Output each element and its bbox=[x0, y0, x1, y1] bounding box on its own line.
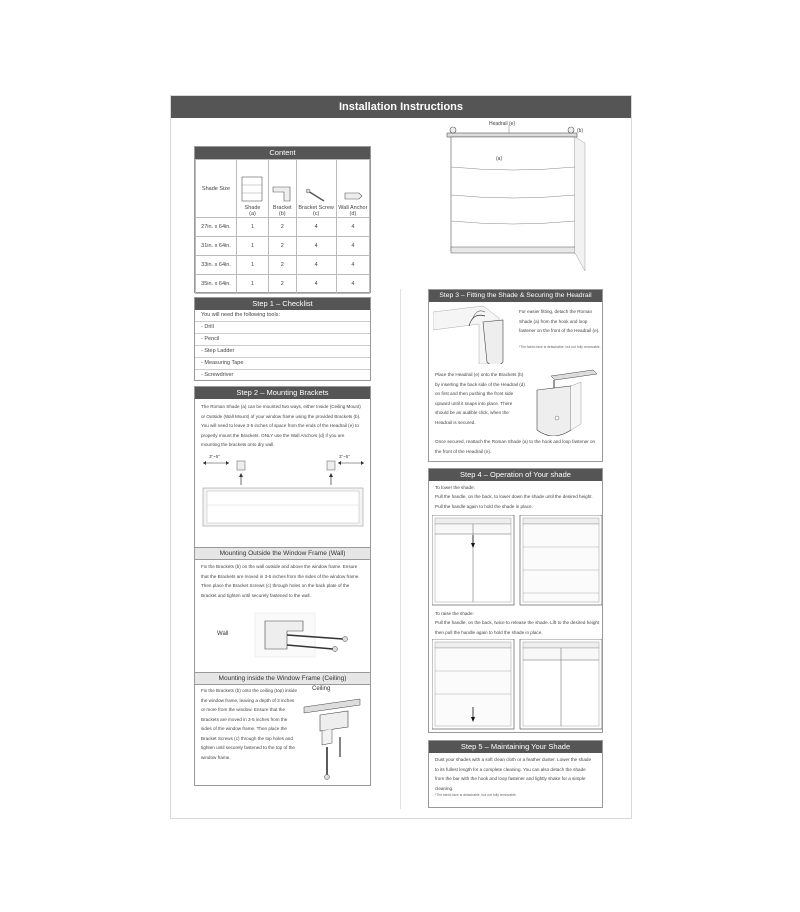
wall-label: Wall bbox=[217, 631, 229, 637]
shade-overview-diagram bbox=[429, 121, 589, 291]
content-header: Content bbox=[195, 147, 370, 159]
step4-box bbox=[428, 468, 603, 733]
step2-text: The Roman Shade (a) can be mounted two ways, either Inside (Ceiling Mount) or Outside (Wall Mount) of your window frame using the provided Brackets (b). You will need to leave 3-5 inches of space from the ends of the Headrail (e) to properly mount the Brackets. ONLY use the Wall Anchors (d) if you are mounting the brackets onto dry wall. bbox=[201, 404, 361, 447]
size-column-header: Shade Size bbox=[196, 160, 237, 218]
checklist-item: - Drill bbox=[195, 322, 370, 334]
checklist-item: - Step Ladder bbox=[195, 346, 370, 358]
step5-header: Step 5 – Maintaining Your Shade bbox=[429, 741, 602, 753]
lower-shade-diagram bbox=[432, 515, 602, 607]
step2-header: Step 2 – Mounting Brackets bbox=[195, 387, 370, 399]
checklist-item: - Screwdriver bbox=[201, 372, 234, 378]
anchor-column-header: Wall Anchor (d) bbox=[336, 160, 369, 218]
step2-box bbox=[194, 386, 371, 786]
outside-mount-header: Mounting Outside the Window Frame (Wall) bbox=[195, 547, 370, 560]
step3-text-1: For easier fitting, detach the Roman Shade (a) from the hook and loop fastener on the front of the Headrail (e). bbox=[519, 309, 600, 333]
table-row: 35in. x 64in. 1 2 4 4 bbox=[196, 275, 370, 294]
table-row: 27in. x 64in. 1 2 4 4 bbox=[196, 218, 370, 237]
inside-mount-header: Mounting inside the Window Frame (Ceiling) bbox=[195, 672, 370, 685]
shade-label: (a) bbox=[496, 156, 503, 162]
table-row: 33in. x 64in. 1 2 4 4 bbox=[196, 256, 370, 275]
step3-header: Step 3 – Fitting the Shade & Securing the Headrail bbox=[429, 290, 602, 302]
ceiling-mount-diagram bbox=[300, 687, 368, 782]
headrail-snap-diagram bbox=[531, 368, 601, 436]
headrail-label: Headrail (e) bbox=[489, 121, 516, 127]
lower-title: To lower the shade: bbox=[435, 485, 475, 490]
outside-mount-text: Fix the Brackets (b) on the wall outside and above the window frame. Ensure that the Brackets are moved in 3-5 inches from the sides of the window frame. Then place the Bracket Screws (c) through holes on the back plate of the Bracket and tighten until securely fastened to the wall. bbox=[201, 564, 360, 598]
step5-note: *The fabric face is detachable, but not fully removable. bbox=[435, 793, 517, 797]
ceiling-label: Ceiling bbox=[312, 686, 331, 692]
step3-note: *The fabric face is detachable, but not fully removable. bbox=[519, 345, 601, 349]
shade-column-header: Shade (a) bbox=[237, 160, 269, 218]
step3-text-3: Once secured, reattach the Roman Shade (a) to the hook and loop fastener on the front of the Headrail (e). bbox=[435, 439, 596, 454]
instruction-sheet bbox=[170, 95, 632, 819]
raise-title: To raise the shade: bbox=[435, 611, 474, 616]
step5-box bbox=[428, 740, 603, 808]
checklist bbox=[195, 310, 370, 381]
content-table-box bbox=[194, 146, 371, 293]
column-divider bbox=[400, 289, 401, 809]
wall-mount-diagram bbox=[215, 609, 365, 664]
detach-shade-diagram bbox=[433, 304, 513, 364]
table-row: 31in. x 64in. 1 2 4 4 bbox=[196, 237, 370, 256]
step3-text-2: Place the Headrail (e) onto the Brackets (b) by inserting the back side of the Headrail (d) on first and then pushing the front side upward until it snaps into place. There should be an audible click, when the Headrail is secured. bbox=[435, 372, 525, 425]
step3-box bbox=[428, 289, 603, 462]
step1-header: Step 1 – Checklist bbox=[195, 298, 370, 310]
content-table bbox=[195, 159, 370, 294]
raise-shade-diagram bbox=[432, 639, 602, 731]
screw-column-header: Bracket Screw (c) bbox=[296, 160, 336, 218]
dim-left: 3"~5" bbox=[209, 454, 220, 459]
raise-text: Pull the handle, on the back, twice to release the shade. Lift to the desired height then pull the handle again to hold the shade in place. bbox=[435, 620, 600, 635]
bracket-spacing-diagram bbox=[201, 455, 366, 535]
checklist-item: - Pencil bbox=[195, 334, 370, 346]
step1-box bbox=[194, 297, 371, 381]
page-title: Installation Instructions bbox=[171, 96, 631, 118]
checklist-item: - Measuring Tape bbox=[195, 358, 370, 370]
bracket-column-header: Bracket (b) bbox=[268, 160, 296, 218]
lower-text: Pull the handle, on the back, to lower down the shade until the desired height. Pull the handle again to hold the shade in place. bbox=[435, 494, 593, 509]
step5-text: Dust your shades with a soft clean cloth or a feather duster. Lower the shade to its fullest length for a complete cleaning. You can also detach the shade from the bar with the hook and loop fastener and lightly shake for a simple cleaning. bbox=[435, 757, 592, 791]
bracket-label: (b) bbox=[577, 128, 584, 134]
checklist-intro: You will need the following tools: bbox=[195, 310, 370, 322]
inside-mount-text: Fix the Brackets (b) onto the ceiling (top) inside the window frame, leaving a depth of 3 inches or more from the window. Ensure that the Brackets are moved in 3-5 inches from the sides of the window frame. Then place the Bracket Screws (c) through the top holes and tighten until securely fastened to the top of the window frame. bbox=[201, 688, 298, 760]
dim-right: 3"~5" bbox=[339, 454, 350, 459]
step4-header: Step 4 – Operation of Your shade bbox=[429, 469, 602, 481]
